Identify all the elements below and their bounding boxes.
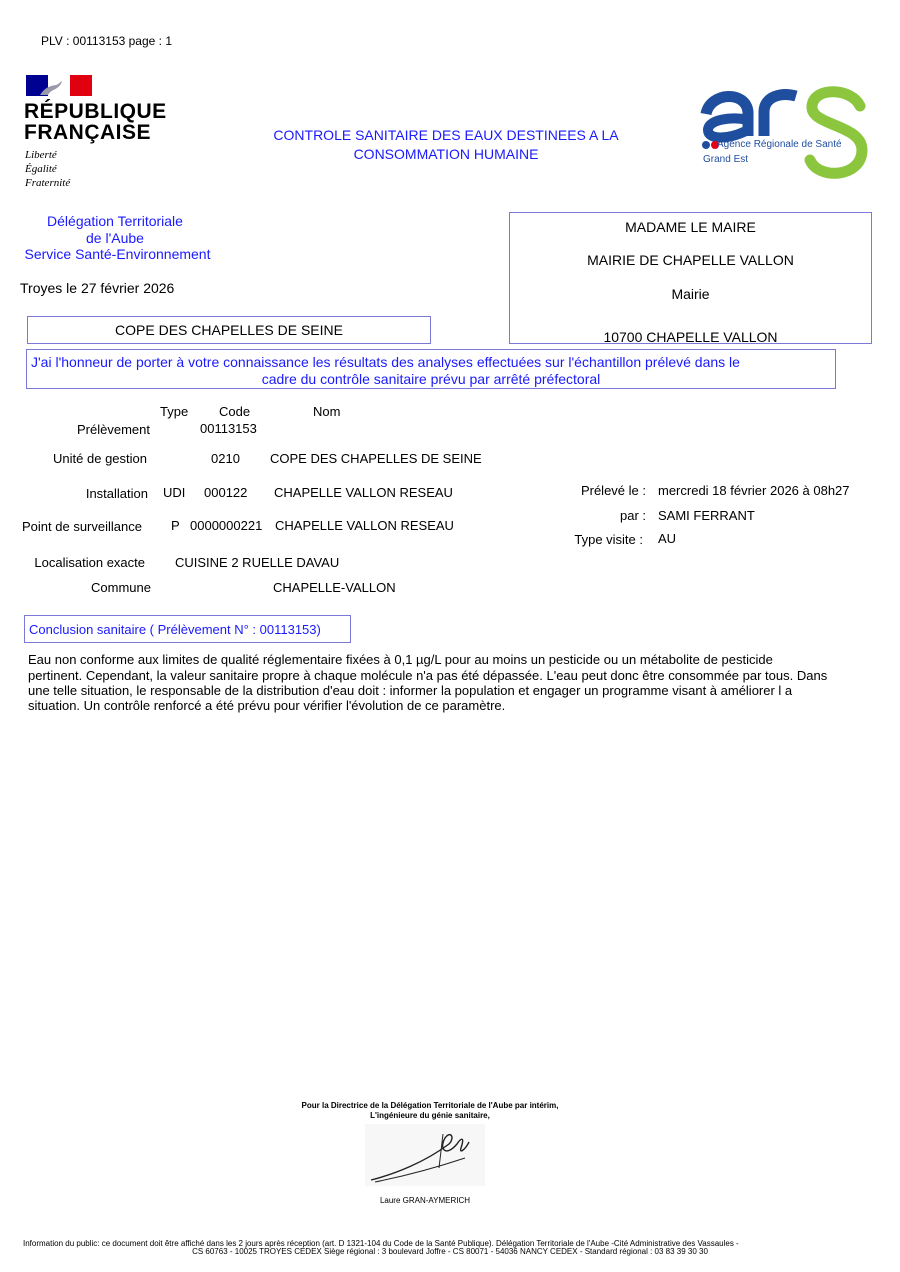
motto-fraternite: Fraternité [25,177,71,189]
logo-line-francaise: FRANÇAISE [24,121,152,144]
entity-name: COPE DES CHAPELLES DE SEINE [115,322,343,338]
column-header-nom: Nom [313,404,341,419]
sender-service: Service Santé-Environnement [24,246,211,262]
column-header-code: Code [219,404,251,419]
conclusion-heading: Conclusion sanitaire ( Prélèvement N° : 00113153) [29,622,321,637]
ars-wordmark-icon [700,84,872,184]
logo-line-republique: RÉPUBLIQUE [24,100,167,123]
type-visite-label: Type visite : [574,532,643,547]
recipient-postal-address: 10700 CHAPELLE VALLON [603,329,778,345]
point-surveillance-nom: CHAPELLE VALLON RESEAU [275,518,454,533]
conclusion-text-line3: une telle situation, le responsable de la distribution d'eau doit : informer la population et engager un programme visant à améliorer l a [28,683,793,698]
handwritten-signature-icon [365,1124,485,1186]
document-title-line2: CONSOMMATION HUMAINE [353,146,539,162]
motto-egalite: Égalité [25,163,57,175]
point-surveillance-label: Point de surveillance [22,519,142,534]
sender-aube: de l'Aube [86,230,144,246]
ars-region: Grand Est [703,154,749,165]
commune-value: CHAPELLE-VALLON [273,580,396,595]
par-label: par : [619,508,646,523]
unite-gestion-label: Unité de gestion [53,451,147,466]
column-header-type: Type [160,404,189,419]
localisation-label: Localisation exacte [34,555,145,570]
marianne-flag-icon [26,75,92,97]
installation-label: Installation [85,486,148,501]
plv-reference: PLV : 00113153 page : 1 [41,34,172,48]
point-surveillance-type: P [171,518,180,533]
conclusion-text-line2: pertinent. Cependant, la valeur sanitaire propre à chaque molécule n'a pas été dépassée. L'eau peut donc être consommée par tous. Dans [28,668,828,683]
intro-line1: J'ai l'honneur de porter à votre connaissance les résultats des analyses effectuées sur l'échantillon prélevé dans le [31,354,740,370]
signature-authority: Pour la Directrice de la Délégation Territoriale de l'Aube par intérim, [301,1101,559,1110]
letter-date: Troyes le 27 février 2026 [20,280,175,296]
unite-gestion-nom: COPE DES CHAPELLES DE SEINE [270,451,482,466]
recipient-name: MADAME LE MAIRE [625,219,756,235]
type-visite-value: AU [658,531,677,546]
republique-francaise-logo [24,74,194,192]
installation-code: 000122 [204,485,248,500]
installation-type: UDI [163,485,186,500]
installation-nom: CHAPELLE VALLON RESEAU [274,485,453,500]
document-title-line1: CONTROLE SANITAIRE DES EAUX DESTINEES A LA [273,127,619,143]
prelevement-label: Prélèvement [77,422,150,437]
footer-line1: Information du public: ce document doit être affiché dans les 2 jours après réception (art. D 1321-104 du Code de la Santé Publique). Délégation Territoriale de l'Aube -Cité Administrative des Vassaules - [23,1239,739,1248]
signatory-name: Laure GRAN-AYMERICH [379,1196,471,1205]
intro-line2: cadre du contrôle sanitaire prévu par arrêté préfectoral [261,371,601,387]
conclusion-text-line1: Eau non conforme aux limites de qualité réglementaire fixées à 0,1 µg/L pour au moins un pesticide ou un métabolite de pesticide [28,652,773,667]
signature-title: L'ingénieure du génie sanitaire, [370,1111,490,1120]
footer-line2: CS 60763 - 10025 TROYES CEDEX Siège régional : 3 boulevard Joffre - CS 80071 - 54036 NANCY CEDEX - Standard régional : 03 83 39 30 30 [192,1247,708,1256]
motto-liberte: Liberté [25,149,57,161]
ars-logo [700,84,872,184]
ars-subtitle: Agence Régionale de Santé [717,139,842,150]
preleve-le-value: mercredi 18 février 2026 à 08h27 [658,483,850,498]
localisation-value: CUISINE 2 RUELLE DAVAU [175,555,340,570]
conclusion-text-line4: situation. Un contrôle renforcé a été prévu pour vérifier l'évolution de ce paramètre. [28,698,506,713]
preleve-le-label: Prélevé le : [580,483,646,498]
commune-label: Commune [91,580,151,595]
prelevement-code: 00113153 [200,421,257,436]
point-surveillance-code: 0000000221 [190,518,263,533]
recipient-organization: MAIRIE DE CHAPELLE VALLON [587,252,794,268]
unite-gestion-code: 0210 [211,451,240,466]
sender-delegation: Délégation Territoriale [47,213,183,229]
recipient-role: Mairie [671,286,710,302]
par-value: SAMI FERRANT [658,508,755,523]
